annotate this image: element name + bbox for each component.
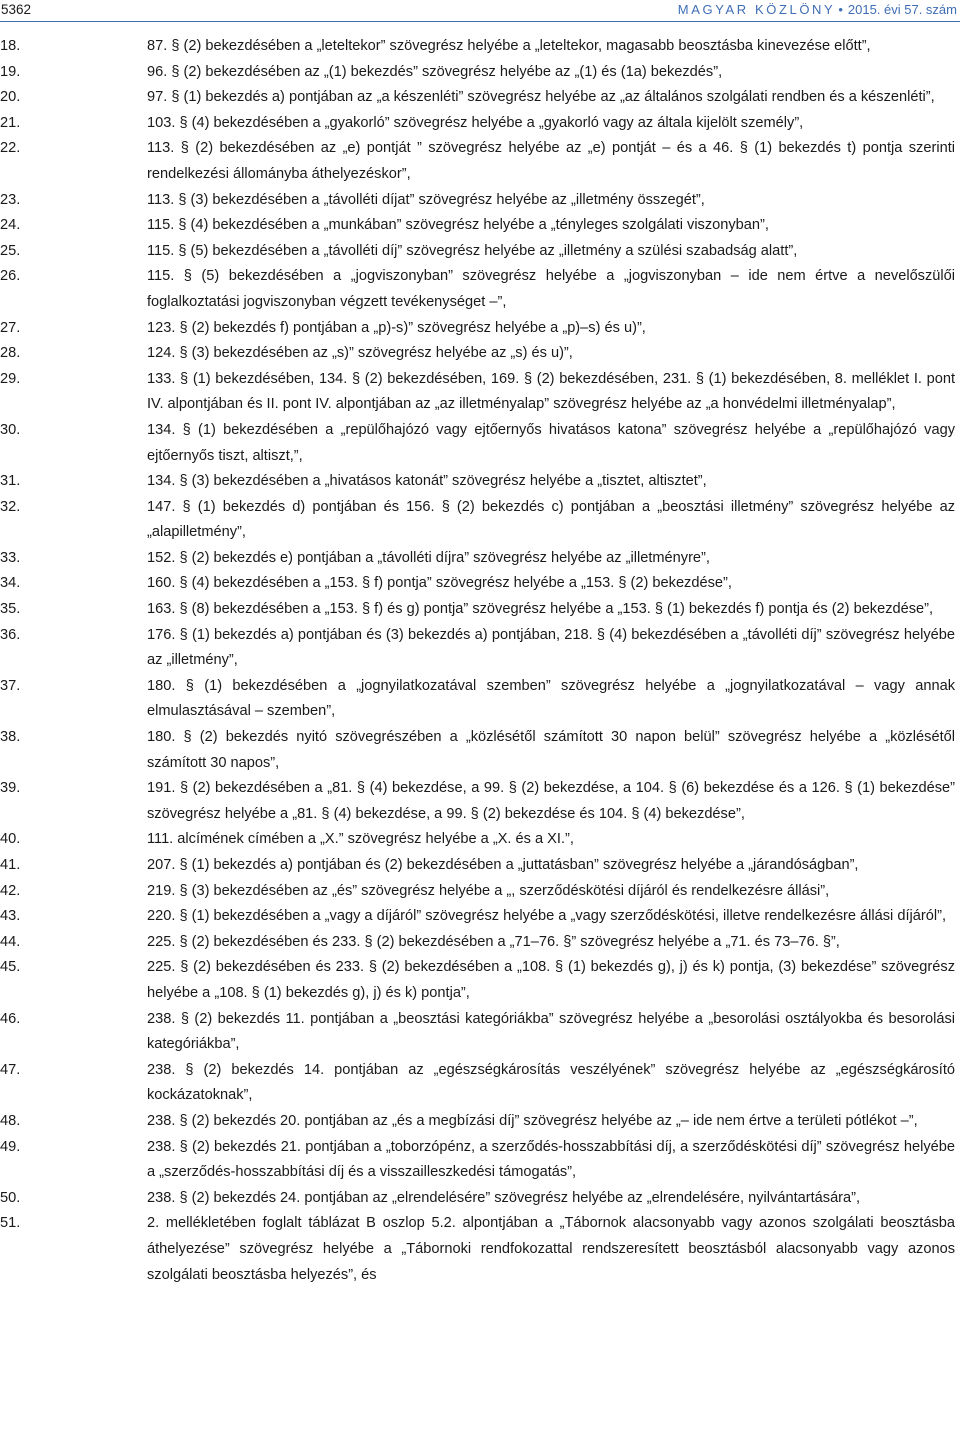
item-text: 220. § (1) bekezdésében a „vagy a díjáról” szövegrész helyébe a „vagy szerződéskötési, illetve rendelkezésre állási díjáról”, (147, 908, 947, 925)
item-text: 191. § (2) bekezdésében a „81. § (4) bekezdése, a 99. § (2) bekezdése, a 104. § (6) bekezdése és a 126. § (1) bekezdése” szövegrész helyébe a „81. § (4) bekezdése, a 99. § (2) bekezdése és 104. § (4) bekezdése”, (147, 780, 955, 822)
list-item (0, 776, 960, 827)
item-number: 24. (0, 217, 21, 234)
item-text: 123. § (2) bekezdés f) pontjában a „p)-s)” szövegrész helyébe a „p)–s) és u)”, (147, 319, 646, 336)
item-text: 207. § (1) bekezdés a) pontjában és (2) bekezdésében a „juttatásban” szövegrész helyébe a „járandóságban”, (147, 857, 859, 873)
list-item (0, 725, 960, 776)
item-number: 38. (0, 729, 21, 746)
list-item (0, 469, 960, 495)
item-number: 47. (0, 1061, 21, 1078)
item-number: 39. (0, 780, 21, 797)
list-item (0, 495, 960, 546)
item-number: 21. (0, 114, 21, 131)
item-number: 46. (0, 1010, 21, 1027)
list-item (0, 930, 960, 956)
item-text: 111. alcímének címében a „X.” szövegrész helyébe a „X. és a XI.”, (147, 831, 574, 848)
header-separator: • (838, 2, 843, 17)
list-item (0, 853, 960, 879)
journal-info (678, 2, 957, 17)
page-header (0, 0, 960, 24)
list-item (0, 341, 960, 367)
amendment-list (0, 34, 960, 1288)
item-number: 32. (0, 498, 21, 515)
item-number: 45. (0, 959, 21, 976)
list-item (0, 623, 960, 674)
item-number: 18. (0, 38, 21, 54)
list-item (0, 239, 960, 265)
item-text: 97. § (1) bekezdés a) pontjában az „a készenléti” szövegrész helyébe az „az általános szolgálati rendben és a készenléti”, (147, 89, 935, 106)
item-number: 42. (0, 882, 21, 899)
item-number: 44. (0, 933, 21, 950)
list-item (0, 85, 960, 111)
item-text: 124. § (3) bekezdésében az „s)” szövegrész helyébe az „s) és u)”, (147, 345, 573, 362)
list-item (0, 1007, 960, 1058)
journal-issue: 2015. évi 57. szám (847, 2, 957, 17)
item-text: 238. § (2) bekezdés 11. pontjában a „beosztási kategóriákba” szövegrész helyébe a „besorolási osztályokba és besorolási kategóriákba”, (147, 1010, 955, 1053)
list-item (0, 1109, 960, 1135)
item-text: 180. § (1) bekezdésében a „jognyilatkozatával szemben” szövegrész helyébe a „jognyilatkozatával – vagy annak elmulasztásával – szemben”, (147, 677, 955, 720)
item-text: 134. § (1) bekezdésében a „repülőhajózó vagy ejtőernyős hivatásos katona” szövegrész helyébe a „repülőhajózó vagy ejtőernyős tiszt, altiszt,”, (147, 421, 955, 464)
item-number: 22. (0, 140, 21, 157)
item-number: 49. (0, 1138, 21, 1155)
item-text: 113. § (2) bekezdésében az „e) pontját ” szövegrész helyébe az „e) pontját – és a 46. § (1) bekezdés t) pontja szerinti rendelkezési állományba áthelyezéskor”, (147, 140, 955, 182)
list-item (0, 571, 960, 597)
journal-title: MAGYAR KÖZLÖNY (677, 2, 836, 17)
item-text: 147. § (1) bekezdés d) pontjában és 156. § (2) bekezdés c) pontjában a „beosztási illetmény” szövegrész helyébe az „alapilletmény”, (147, 498, 955, 541)
item-number: 23. (0, 191, 21, 208)
item-text: 163. § (8) bekezdésében a „153. § f) és g) pontja” szövegrész helyébe a „153. § (1) bekezdés f) pontja és (2) bekezdése”, (147, 601, 934, 618)
list-item (0, 136, 960, 187)
item-number: 20. (0, 89, 21, 106)
list-item (0, 418, 960, 469)
item-number: 40. (0, 831, 21, 848)
item-text: 160. § (4) bekezdésében a „153. § f) pontja” szövegrész helyébe a „153. § (2) bekezdése”, (147, 575, 732, 592)
list-item (0, 60, 960, 86)
list-item (0, 188, 960, 214)
item-text: 238. § (2) bekezdés 21. pontjában a „toborzópénz, a szerződés-hosszabbítási díj, a szerződéskötési díj” szövegrész helyébe a „szerződés-hosszabbítási díj és a visszailleszkedési támogatás”, (147, 1138, 955, 1181)
item-text: 238. § (2) bekezdés 20. pontjában az „és a megbízási díj” szövegrész helyébe az „– ide nem értve a területi pótlékot –”, (147, 1112, 918, 1129)
item-number: 33. (0, 549, 21, 566)
item-number: 48. (0, 1112, 21, 1129)
list-item (0, 1135, 960, 1186)
item-number: 43. (0, 908, 21, 925)
item-number: 51. (0, 1215, 21, 1232)
item-text: 152. § (2) bekezdés e) pontjában a „távolléti díjra” szövegrész helyébe az „illetményre”, (147, 549, 710, 566)
list-item (0, 264, 960, 315)
list-item (0, 904, 960, 930)
list-item (0, 34, 960, 60)
item-number: 30. (0, 421, 21, 438)
item-number: 29. (0, 370, 21, 387)
list-item (0, 367, 960, 418)
item-text: 134. § (3) bekezdésében a „hivatásos katonát” szövegrész helyébe a „tisztet, altisztet”, (147, 473, 707, 490)
list-item (0, 316, 960, 342)
item-text: 115. § (5) bekezdésében a „távolléti díj” szövegrész helyébe az „illetmény a szülési szabadság alatt”, (147, 242, 798, 259)
list-item (0, 1211, 960, 1288)
item-text: 180. § (2) bekezdés nyitó szövegrészében a „közlésétől számított 30 napon belül” szövegrész helyébe a „közlésétől számított 30 napos”, (147, 729, 955, 771)
item-number: 25. (0, 242, 21, 259)
header-rule (0, 21, 960, 22)
item-text: 115. § (5) bekezdésében a „jogviszonyban” szövegrész helyébe a „jogviszonyban – ide nem értve a nevelőszülői foglalkoztatási jogviszonyban végzett tevékenységet –”, (147, 268, 955, 310)
item-text: 225. § (2) bekezdésében és 233. § (2) bekezdésében a „71–76. §” szövegrész helyébe a „71. és 73–76. §”, (147, 933, 840, 950)
list-item (0, 546, 960, 572)
list-item (0, 1058, 960, 1109)
list-item (0, 111, 960, 137)
item-number: 27. (0, 319, 21, 336)
item-number: 31. (0, 473, 21, 490)
list-item (0, 955, 960, 1006)
item-text: 96. § (2) bekezdésében az „(1) bekezdés” szövegrész helyébe az „(1) és (1a) bekezdés”, (147, 63, 723, 80)
item-text: 225. § (2) bekezdésében és 233. § (2) bekezdésében a „108. § (1) bekezdés g), j) és k) pontja, (3) bekezdése” szövegrész helyébe a „108. § (1) bekezdés g), j) és k) pontja”, (147, 959, 955, 1001)
list-item (0, 827, 960, 853)
list-item (0, 1186, 960, 1212)
item-text: 219. § (3) bekezdésében az „és” szövegrész helyébe a „, szerződéskötési díjáról és rendelkezésre állási”, (147, 882, 830, 899)
item-text: 103. § (4) bekezdésében a „gyakorló” szövegrész helyébe a „gyakorló vagy az általa kijelölt személy”, (147, 114, 804, 131)
item-number: 36. (0, 626, 21, 643)
item-text: 2. mellékletében foglalt táblázat B oszlop 5.2. alpontjában a „Tábornok alacsonyabb vagy azonos szolgálati beosztásba áthelyezése” szövegrész helyébe a „Tábornoki rendfokozattal rendszeresített beosztásból alacsonyabb vagy azonos szolgálati beosztásba helyezés”, és (147, 1215, 955, 1283)
item-text: 133. § (1) bekezdésében, 134. § (2) bekezdésében, 169. § (2) bekezdésében, 231. § (1) bekezdésében, 8. melléklet I. pont IV. alpontjában és II. pont IV. alpontjában az „az illetményalap” szövegrész helyébe az „a honvédelmi illetményalap”, (147, 370, 955, 413)
item-number: 26. (0, 268, 21, 285)
item-number: 50. (0, 1189, 21, 1206)
item-text: 238. § (2) bekezdés 14. pontjában az „egészségkárosítás veszélyének” szövegrész helyébe az „egészségkárosító kockázatoknak”, (147, 1061, 955, 1104)
list-item (0, 213, 960, 239)
item-text: 238. § (2) bekezdés 24. pontjában az „elrendelésére” szövegrész helyébe az „elrendelésére, nyilvántartására”, (147, 1189, 861, 1206)
item-number: 35. (0, 601, 21, 618)
list-item (0, 879, 960, 905)
list-item (0, 597, 960, 623)
page-number: 5362 (1, 2, 32, 17)
item-text: 176. § (1) bekezdés a) pontjában és (3) bekezdés a) pontjában, 218. § (4) bekezdésében a „távolléti díj” szövegrész helyébe az „illetmény”, (147, 626, 955, 669)
item-text: 113. § (3) bekezdésében a „távolléti díjat” szövegrész helyébe az „illetmény összegét”, (147, 191, 705, 208)
list-item (0, 674, 960, 725)
item-number: 19. (0, 63, 21, 80)
item-number: 41. (0, 857, 21, 873)
item-text: 87. § (2) bekezdésében a „leteltekor” szövegrész helyébe a „leteltekor, magasabb beosztásba kinevezése előtt”, (147, 38, 871, 54)
item-number: 34. (0, 575, 21, 592)
item-number: 37. (0, 677, 21, 694)
item-text: 115. § (4) bekezdésében a „munkában” szövegrész helyébe a „tényleges szolgálati viszonyban”, (147, 217, 769, 234)
item-number: 28. (0, 345, 21, 362)
